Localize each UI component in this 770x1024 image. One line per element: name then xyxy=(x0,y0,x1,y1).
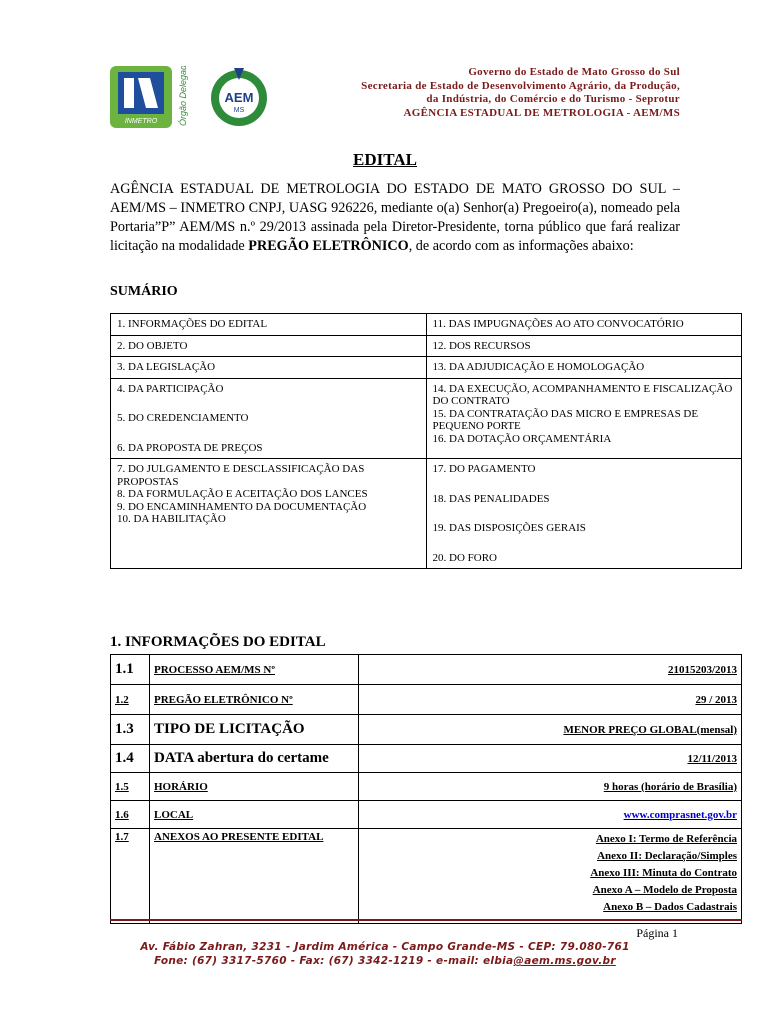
summary-item: 5. DO CREDENCIAMENTO xyxy=(117,412,249,424)
info-value: 21015203/2013 xyxy=(359,655,742,685)
info-label: DATA abertura do certame xyxy=(150,745,359,773)
aem-logo-sub: MS xyxy=(233,107,245,114)
header-text xyxy=(361,66,680,120)
inmetro-logo xyxy=(110,66,196,128)
page-number: Página 1 xyxy=(636,926,678,940)
inmetro-logo-side-text: Órgão Delegado xyxy=(178,66,188,126)
info-number: 1.3 xyxy=(111,715,150,745)
info-value: 9 horas (horário de Brasília) xyxy=(359,773,742,801)
summary-cell xyxy=(426,459,742,569)
header-line-2: Secretaria de Estado de Desenvolvimento Agrário, da Produção, xyxy=(361,79,680,92)
summary-item: 9. DO ENCAMINHAMENTO DA DOCUMENTAÇÃO xyxy=(117,500,367,513)
summary-item: 15. DA CONTRATAÇÃO DAS MICRO E EMPRESAS DE PEQUENO PORTE xyxy=(432,407,699,432)
aem-logo xyxy=(204,66,274,128)
summary-cell xyxy=(426,357,742,379)
annex-list xyxy=(359,829,742,924)
info-number: 1.2 xyxy=(111,685,150,715)
summary-item: 16. DA DOTAÇÃO ORÇAMENTÁRIA xyxy=(432,432,612,445)
summary-row xyxy=(111,314,742,336)
summary-item: 17. DO PAGAMENTO xyxy=(432,463,536,475)
intro-text: AGÊNCIA ESTADUAL DE METROLOGIA DO ESTADO DE MATO GROSSO DO SUL – AEM/MS – INMETRO CNPJ, UASG 926226, mediante o(a) Senhor(a) Pregoeiro(a), nomeado pela Portaria”P” AEM/MS n.º 29/2013 assinada pela Diretor-Presidente, torna público que fará realizar licitação na modalidade xyxy=(110,181,680,254)
annex-item: Anexo II: Declaração/Simples xyxy=(597,850,737,862)
summary-item: 12. DOS RECURSOS xyxy=(432,339,531,352)
inmetro-logo-text: INMETRO xyxy=(124,118,158,125)
info-label: HORÁRIO xyxy=(150,773,359,801)
summary-item: 2. DO OBJETO xyxy=(117,339,188,352)
summary-item: 10. DA HABILITAÇÃO xyxy=(117,513,226,525)
footer xyxy=(0,940,770,968)
local-link[interactable]: www.comprasnet.gov.br xyxy=(623,808,737,821)
header-line-4: AGÊNCIA ESTADUAL DE METROLOGIA - AEM/MS xyxy=(403,106,680,119)
info-row xyxy=(111,685,742,715)
info-label: PREGÃO ELETRÔNICO Nº xyxy=(150,685,359,715)
footer-email[interactable]: @aem.ms.gov.br xyxy=(513,955,616,967)
info-number: 1.7 xyxy=(111,829,150,924)
summary-item: 1. INFORMAÇÕES DO EDITAL xyxy=(117,318,268,330)
footer-address: Av. Fábio Zahran, 3231 - Jardim América - Campo Grande-MS - CEP: 79.080-761 xyxy=(140,941,630,953)
intro-tail: , de acordo com as informações abaixo: xyxy=(408,238,634,254)
summary-cell xyxy=(426,314,742,336)
section-1-title: 1. INFORMAÇÕES DO EDITAL xyxy=(110,634,326,650)
summary-title: SUMÁRIO xyxy=(110,284,178,299)
annex-item: Anexo III: Minuta do Contrato xyxy=(590,867,737,879)
summary-item: 8. DA FORMULAÇÃO E ACEITAÇÃO DOS LANCES xyxy=(117,488,368,500)
footer-contact xyxy=(0,954,770,968)
summary-item: 4. DA PARTICIPAÇÃO xyxy=(117,382,224,395)
summary-item: 7. DO JULGAMENTO E DESCLASSIFICAÇÃO DAS PROPOSTAS xyxy=(117,463,365,488)
info-row xyxy=(111,655,742,685)
annex-item: Anexo B – Dados Cadastrais xyxy=(603,901,737,913)
info-value: 12/11/2013 xyxy=(359,745,742,773)
header-line-3: da Indústria, do Comércio e do Turismo - Seprotur xyxy=(426,93,680,105)
summary-cell xyxy=(426,335,742,357)
info-row xyxy=(111,801,742,829)
info-number: 1.5 xyxy=(111,773,150,801)
aem-logo-text: AEM xyxy=(224,90,254,105)
summary-item: 3. DA LEGISLAÇÃO xyxy=(117,361,216,373)
summary-item: 13. DA ADJUDICAÇÃO E HOMOLOGAÇÃO xyxy=(432,361,645,373)
summary-table xyxy=(110,313,742,569)
summary-item: 18. DAS PENALIDADES xyxy=(432,492,550,505)
summary-row xyxy=(111,335,742,357)
summary-item: 19. DAS DISPOSIÇÕES GERAIS xyxy=(432,522,586,534)
summary-row xyxy=(111,357,742,379)
info-label: ANEXOS AO PRESENTE EDITAL xyxy=(150,829,359,924)
info-row xyxy=(111,773,742,801)
summary-row xyxy=(111,459,742,569)
summary-cell xyxy=(426,378,742,459)
info-row xyxy=(111,745,742,773)
info-number: 1.4 xyxy=(111,745,150,773)
info-row xyxy=(111,829,742,924)
summary-item: 14. DA EXECUÇÃO, ACOMPANHAMENTO E FISCALIZAÇÃO DO CONTRATO xyxy=(432,382,733,407)
summary-row xyxy=(111,378,742,459)
info-label: PROCESSO AEM/MS Nº xyxy=(150,655,359,685)
info-number: 1.1 xyxy=(111,655,150,685)
summary-item: 11. DAS IMPUGNAÇÕES AO ATO CONVOCATÓRIO xyxy=(432,318,684,330)
info-label: TIPO DE LICITAÇÃO xyxy=(150,715,359,745)
summary-cell xyxy=(111,459,427,569)
summary-cell xyxy=(111,357,427,379)
info-label: LOCAL xyxy=(150,801,359,829)
info-value: MENOR PREÇO GLOBAL(mensal) xyxy=(359,715,742,745)
annex-item: Anexo I: Termo de Referência xyxy=(595,833,737,845)
annex-item: Anexo A – Modelo de Proposta xyxy=(592,884,737,896)
summary-item: 20. DO FORO xyxy=(432,551,497,564)
page-title: EDITAL xyxy=(353,150,417,169)
edital-info-table xyxy=(110,654,742,924)
info-row xyxy=(111,715,742,745)
summary-cell xyxy=(111,314,427,336)
info-value: 29 / 2013 xyxy=(359,685,742,715)
footer-divider xyxy=(110,919,742,921)
footer-phone: Fone: (67) 3317-5760 - Fax: (67) 3342-1219 - e-mail: elbia xyxy=(154,955,514,967)
intro-paragraph xyxy=(110,180,680,256)
intro-modality: PREGÃO ELETRÔNICO xyxy=(248,238,409,254)
summary-item: 6. DA PROPOSTA DE PREÇOS xyxy=(117,441,263,454)
summary-cell xyxy=(111,335,427,357)
summary-cell xyxy=(111,378,427,459)
info-number: 1.6 xyxy=(111,801,150,829)
header-line-1: Governo do Estado de Mato Grosso do Sul xyxy=(468,66,680,78)
